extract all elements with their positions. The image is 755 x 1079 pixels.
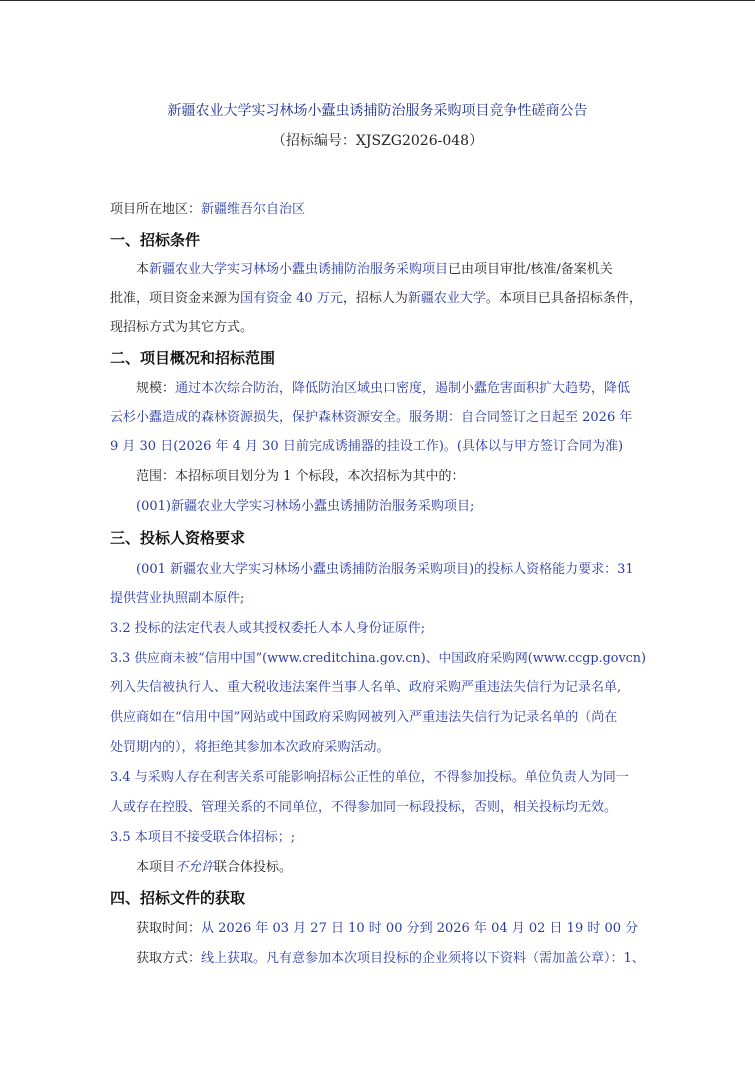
text: 本: [136, 262, 150, 277]
section-4-heading: 四、招标文件的获取: [110, 889, 246, 907]
tenderer-name: 新疆农业大学: [407, 291, 486, 306]
acquisition-method: 线上获取。凡有意参加本次项目投标的企业须将以下资料（需加盖公章）：1、: [201, 951, 645, 966]
section-1-line-1: [136, 260, 613, 280]
section-1-line-2: [110, 289, 642, 309]
text: 。本项目已具备招标条件，: [485, 291, 642, 306]
section-2-line-2: 云杉小蠹造成的森林资源损失，保护森林资源安全。服务期：自合同签订之日起至 2026 年: [110, 410, 633, 425]
section-4-line-1: [136, 919, 638, 939]
text: 获取方式：: [136, 951, 202, 966]
section-4-line-2: [136, 949, 645, 969]
page-top-border: [0, 0, 755, 1]
page-title: 新疆农业大学实习林场小蠹虫诱捕防治服务采购项目竞争性磋商公告: [167, 103, 588, 119]
text: 规模：: [136, 381, 176, 396]
text: ，招标人为: [342, 291, 408, 306]
section-3-line-11: [136, 858, 292, 878]
section-3-heading: 三、投标人资格要求: [110, 529, 246, 547]
section-2-line-4: 范围：本招标项目划分为 1 个标段，本次招标为其中的：: [136, 469, 465, 484]
section-3-line-5: 列入失信被执行人、重大税收违法案件当事人名单、政府采购严重违法失信行为记录名单,: [110, 680, 622, 695]
section-2-line-3: 9 月 30 日(2026 年 4 月 30 日前完成诱捕器的挂设工作)。(具体以与甲方签订合同为准): [110, 439, 624, 454]
project-name: 新疆农业大学实习林场小蠹虫诱捕防治服务采购项目: [149, 262, 449, 277]
section-3-line-4: 3.3 供应商未被“信用中国”(www.creditchina.gov.cn)、中国政府采购网(www.ccgp.govcn): [110, 651, 646, 666]
text: 获取时间：: [136, 921, 202, 936]
section-3-line-6: 供应商如在“信用中国”网站或中国政府采购网被列入严重违法失信行为记录名单的（尚在: [110, 710, 618, 725]
section-1-line-3: 现招标方式为其它方式。: [110, 320, 254, 335]
acquisition-time: 从 2026 年 03 月 27 日 10 时 00 分到 2026 年 04 月 02 日 19 时 00 分: [201, 921, 639, 936]
section-3-line-1: (001 新疆农业大学实习林场小蠹虫诱捕防治服务采购项目)的投标人资格能力要求：31: [136, 562, 634, 577]
text: 本项目: [136, 860, 176, 875]
text: 联合体投标。: [214, 860, 293, 875]
joint-bid-status: 不允许: [175, 860, 215, 875]
project-location: [110, 200, 305, 220]
text: 已由项目审批/核准/备案机关: [448, 262, 613, 277]
section-1-heading: 一、招标条件: [110, 231, 201, 249]
section-3-line-10: 3.5 本项目不接受联合体招标；;: [110, 830, 296, 845]
location-label: 项目所在地区：: [110, 202, 202, 217]
scale-text: 通过本次综合防治，降低防治区域虫口密度，遏制小蠹危害面积扩大趋势，降低: [175, 381, 631, 396]
section-3-line-8: 3.4 与采购人存在利害关系可能影响招标公正性的单位，不得参加投标。单位负责人为同一: [110, 770, 629, 785]
text: 批准，项目资金来源为: [110, 291, 241, 306]
section-3-line-3: 3.2 投标的法定代表人或其授权委托人本人身份证原件;: [110, 621, 426, 636]
tender-number: （招标编号：XJSZG2026-048）: [271, 133, 484, 149]
section-3-line-7: 处罚期内的），将拒绝其参加本次政府采购活动。: [110, 740, 390, 755]
section-3-line-9: 人或存在控股、管理关系的不同单位，不得参加同一标段投标，否则，相关投标均无效。: [110, 800, 618, 815]
section-2-heading: 二、项目概况和招标范围: [110, 349, 276, 367]
section-3-line-2: 提供营业执照副本原件;: [110, 591, 245, 606]
location-value: 新疆维吾尔自治区: [201, 202, 306, 217]
section-2-line-5: (001)新疆农业大学实习林场小蠹虫诱捕防治服务采购项目;: [136, 499, 475, 514]
section-2-line-1: [136, 379, 630, 399]
fund-source: 国有资金 40 万元: [240, 291, 343, 306]
